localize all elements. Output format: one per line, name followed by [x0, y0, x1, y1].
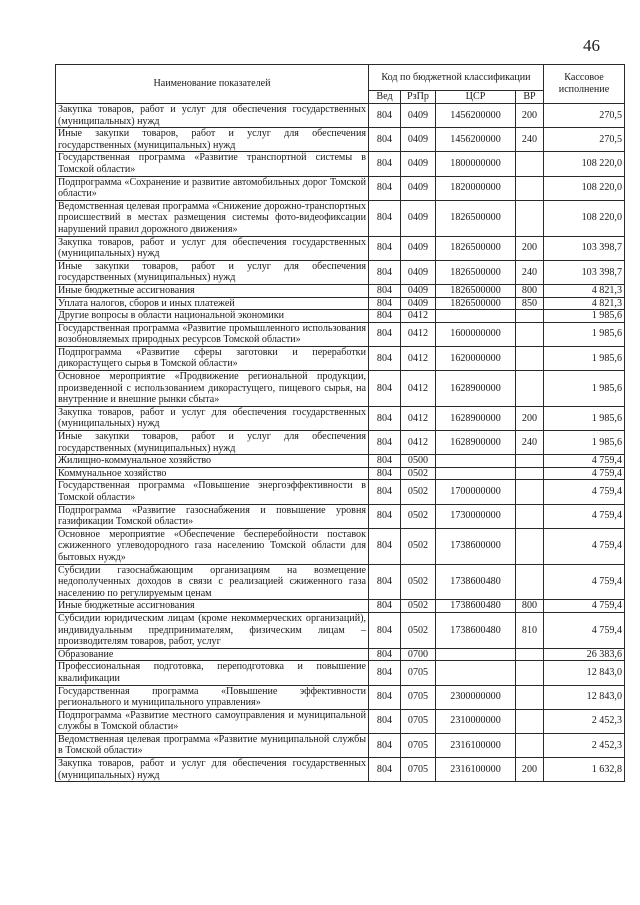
- table-row: [56, 284, 625, 297]
- row-csr: 2316100000: [436, 733, 516, 757]
- row-rzpr: 0409: [401, 236, 436, 260]
- row-rzpr: 0502: [401, 600, 436, 613]
- table-row: [56, 322, 625, 346]
- row-amount: 1 632,8: [544, 758, 625, 782]
- row-name: Закупка товаров, работ и услуг для обеспечения государственных (муниципальных) нужд: [56, 758, 369, 782]
- row-ved: 804: [369, 758, 401, 782]
- row-csr: 1800000000: [436, 152, 516, 176]
- row-amount: 1 985,6: [544, 371, 625, 407]
- table-row: [56, 564, 625, 600]
- row-csr: [436, 310, 516, 323]
- budget-execution-table: [55, 64, 625, 782]
- row-rzpr: 0412: [401, 346, 436, 370]
- row-amount: 2 452,3: [544, 709, 625, 733]
- table-row: [56, 236, 625, 260]
- table-row: [56, 758, 625, 782]
- row-amount: 4 821,3: [544, 284, 625, 297]
- row-vr: 800: [516, 284, 544, 297]
- table-row: [56, 104, 625, 128]
- row-rzpr: 0412: [401, 431, 436, 455]
- table-row: [56, 528, 625, 564]
- row-vr: [516, 661, 544, 685]
- row-rzpr: 0502: [401, 480, 436, 504]
- header-csr: ЦСР: [436, 91, 516, 104]
- row-ved: 804: [369, 612, 401, 648]
- row-csr: 1738600480: [436, 600, 516, 613]
- row-vr: [516, 504, 544, 528]
- row-ved: 804: [369, 600, 401, 613]
- row-vr: [516, 528, 544, 564]
- row-csr: 1628900000: [436, 431, 516, 455]
- row-rzpr: 0409: [401, 284, 436, 297]
- row-csr: 1628900000: [436, 406, 516, 430]
- table-row: [56, 709, 625, 733]
- row-vr: [516, 648, 544, 661]
- row-vr: [516, 467, 544, 480]
- row-amount: 12 843,0: [544, 661, 625, 685]
- row-ved: 804: [369, 152, 401, 176]
- row-name: Государственная программа «Развитие транспортной системы в Томской области»: [56, 152, 369, 176]
- row-ved: 804: [369, 467, 401, 480]
- row-amount: 4 759,4: [544, 504, 625, 528]
- row-ved: 804: [369, 648, 401, 661]
- row-rzpr: 0502: [401, 504, 436, 528]
- row-amount: 4 759,4: [544, 455, 625, 468]
- row-vr: 200: [516, 104, 544, 128]
- row-amount: 26 383,6: [544, 648, 625, 661]
- row-csr: 1826500000: [436, 260, 516, 284]
- row-name: Иные бюджетные ассигнования: [56, 600, 369, 613]
- table-row: [56, 733, 625, 757]
- row-ved: 804: [369, 661, 401, 685]
- row-ved: 804: [369, 504, 401, 528]
- table-row: [56, 600, 625, 613]
- row-rzpr: 0409: [401, 260, 436, 284]
- row-amount: 1 985,6: [544, 406, 625, 430]
- row-amount: 4 759,4: [544, 528, 625, 564]
- row-amount: 103 398,7: [544, 236, 625, 260]
- table-row: [56, 431, 625, 455]
- row-vr: [516, 176, 544, 200]
- row-ved: 804: [369, 236, 401, 260]
- table-row: [56, 371, 625, 407]
- row-rzpr: 0502: [401, 564, 436, 600]
- row-rzpr: 0700: [401, 648, 436, 661]
- row-name: Образование: [56, 648, 369, 661]
- row-csr: 1738600000: [436, 528, 516, 564]
- row-rzpr: 0409: [401, 104, 436, 128]
- row-ved: 804: [369, 709, 401, 733]
- header-budget-code-group: Код по бюджетной классификации: [369, 65, 544, 91]
- header-vr: ВР: [516, 91, 544, 104]
- row-ved: 804: [369, 564, 401, 600]
- row-ved: 804: [369, 128, 401, 152]
- table-header-row: [56, 65, 625, 91]
- row-amount: 108 220,0: [544, 152, 625, 176]
- row-vr: [516, 480, 544, 504]
- row-csr: [436, 661, 516, 685]
- row-rzpr: 0502: [401, 528, 436, 564]
- row-vr: [516, 322, 544, 346]
- row-vr: [516, 709, 544, 733]
- row-name: Государственная программа «Повышение эффективности регионального и муниципального управления»: [56, 685, 369, 709]
- row-csr: [436, 455, 516, 468]
- row-csr: 2310000000: [436, 709, 516, 733]
- row-vr: 200: [516, 406, 544, 430]
- row-ved: 804: [369, 200, 401, 236]
- row-csr: 1738600480: [436, 564, 516, 600]
- row-name: Государственная программа «Повышение энергоэффективности в Томской области»: [56, 480, 369, 504]
- row-amount: 4 759,4: [544, 612, 625, 648]
- row-amount: 4 759,4: [544, 600, 625, 613]
- row-name: Уплата налогов, сборов и иных платежей: [56, 297, 369, 310]
- row-csr: 1738600480: [436, 612, 516, 648]
- row-ved: 804: [369, 346, 401, 370]
- row-csr: 1600000000: [436, 322, 516, 346]
- row-amount: 270,5: [544, 104, 625, 128]
- row-csr: [436, 648, 516, 661]
- row-amount: 2 452,3: [544, 733, 625, 757]
- table-row: [56, 297, 625, 310]
- row-amount: 1 985,6: [544, 346, 625, 370]
- row-vr: [516, 371, 544, 407]
- row-ved: 804: [369, 104, 401, 128]
- table-row: [56, 260, 625, 284]
- row-vr: 240: [516, 128, 544, 152]
- row-ved: 804: [369, 260, 401, 284]
- table-row: [56, 455, 625, 468]
- row-rzpr: 0409: [401, 152, 436, 176]
- row-name: Иные закупки товаров, работ и услуг для обеспечения государственных (муниципальных) нужд: [56, 260, 369, 284]
- row-name: Закупка товаров, работ и услуг для обеспечения государственных (муниципальных) нужд: [56, 406, 369, 430]
- row-csr: 2316100000: [436, 758, 516, 782]
- table-row: [56, 152, 625, 176]
- row-csr: 1826500000: [436, 297, 516, 310]
- row-name: Профессиональная подготовка, переподготовка и повышение квалификации: [56, 661, 369, 685]
- table-row: [56, 310, 625, 323]
- row-vr: [516, 310, 544, 323]
- row-csr: 1700000000: [436, 480, 516, 504]
- row-name: Другие вопросы в области национальной экономики: [56, 310, 369, 323]
- row-name: Основное мероприятие «Обеспечение бесперебойности поставок сжиженного углеводородного газа населению Томской области для бытовых нужд»: [56, 528, 369, 564]
- row-amount: 1 985,6: [544, 322, 625, 346]
- row-rzpr: 0705: [401, 758, 436, 782]
- row-vr: 200: [516, 236, 544, 260]
- row-rzpr: 0705: [401, 709, 436, 733]
- row-rzpr: 0502: [401, 612, 436, 648]
- table-row: [56, 200, 625, 236]
- row-vr: [516, 455, 544, 468]
- row-name: Подпрограмма «Развитие газоснабжения и повышение уровня газификации Томской области»: [56, 504, 369, 528]
- table-row: [56, 612, 625, 648]
- row-csr: 1620000000: [436, 346, 516, 370]
- header-ved: Вед: [369, 91, 401, 104]
- row-amount: 4 759,4: [544, 480, 625, 504]
- row-name: Иные бюджетные ассигнования: [56, 284, 369, 297]
- row-rzpr: 0500: [401, 455, 436, 468]
- table-row: [56, 176, 625, 200]
- row-amount: 1 985,6: [544, 431, 625, 455]
- row-rzpr: 0412: [401, 406, 436, 430]
- row-ved: 804: [369, 528, 401, 564]
- table-row: [56, 480, 625, 504]
- row-rzpr: 0409: [401, 176, 436, 200]
- row-rzpr: 0409: [401, 128, 436, 152]
- row-name: Закупка товаров, работ и услуг для обеспечения государственных (муниципальных) нужд: [56, 104, 369, 128]
- row-amount: 4 821,3: [544, 297, 625, 310]
- row-vr: 850: [516, 297, 544, 310]
- row-amount: 4 759,4: [544, 467, 625, 480]
- row-rzpr: 0705: [401, 685, 436, 709]
- row-name: Ведомственная целевая программа «Снижение дорожно-транспортных происшествий в местах размещения системы фото-видеофиксации нарушений правил дорожного движения»: [56, 200, 369, 236]
- row-ved: 804: [369, 431, 401, 455]
- row-rzpr: 0409: [401, 297, 436, 310]
- row-amount: 270,5: [544, 128, 625, 152]
- row-csr: 1456200000: [436, 128, 516, 152]
- table-row: [56, 685, 625, 709]
- row-name: Государственная программа «Развитие промышленного использования возобновляемых природных ресурсов Томской области»: [56, 322, 369, 346]
- row-csr: 1730000000: [436, 504, 516, 528]
- row-vr: [516, 733, 544, 757]
- table-row: [56, 467, 625, 480]
- page-number: 46: [583, 36, 600, 55]
- row-rzpr: 0412: [401, 310, 436, 323]
- row-name: Подпрограмма «Развитие местного самоуправления и муниципальной службы в Томской области»: [56, 709, 369, 733]
- row-name: Жилищно-коммунальное хозяйство: [56, 455, 369, 468]
- row-ved: 804: [369, 480, 401, 504]
- row-vr: [516, 685, 544, 709]
- table-row: [56, 504, 625, 528]
- row-ved: 804: [369, 371, 401, 407]
- table-row: [56, 648, 625, 661]
- row-amount: 1 985,6: [544, 310, 625, 323]
- row-rzpr: 0705: [401, 733, 436, 757]
- row-amount: 103 398,7: [544, 260, 625, 284]
- row-vr: 800: [516, 600, 544, 613]
- row-name: Иные закупки товаров, работ и услуг для обеспечения государственных (муниципальных) нужд: [56, 431, 369, 455]
- row-vr: [516, 346, 544, 370]
- table-row: [56, 661, 625, 685]
- row-amount: 108 220,0: [544, 200, 625, 236]
- header-cash-execution: Кассовое исполнение: [544, 65, 625, 104]
- row-vr: [516, 564, 544, 600]
- row-name: Ведомственная целевая программа «Развитие муниципальной службы в Томской области»: [56, 733, 369, 757]
- row-amount: 108 220,0: [544, 176, 625, 200]
- row-ved: 804: [369, 297, 401, 310]
- row-ved: 804: [369, 284, 401, 297]
- row-vr: 240: [516, 431, 544, 455]
- row-name: Закупка товаров, работ и услуг для обеспечения государственных (муниципальных) нужд: [56, 236, 369, 260]
- row-rzpr: 0502: [401, 467, 436, 480]
- row-ved: 804: [369, 733, 401, 757]
- row-csr: 1826500000: [436, 200, 516, 236]
- row-vr: 200: [516, 758, 544, 782]
- table-row: [56, 406, 625, 430]
- row-name: Субсидии юридическим лицам (кроме некоммерческих организаций), индивидуальным предпринимателям, физическим лицам – производителям товаров, работ, услуг: [56, 612, 369, 648]
- row-amount: 12 843,0: [544, 685, 625, 709]
- row-name: Подпрограмма «Сохранение и развитие автомобильных дорог Томской области»: [56, 176, 369, 200]
- row-name: Подпрограмма «Развитие сферы заготовки и переработки дикорастущего сырья в Томской области»: [56, 346, 369, 370]
- table-row: [56, 346, 625, 370]
- row-ved: 804: [369, 176, 401, 200]
- row-rzpr: 0705: [401, 661, 436, 685]
- row-rzpr: 0409: [401, 200, 436, 236]
- row-ved: 804: [369, 310, 401, 323]
- row-csr: 1826500000: [436, 236, 516, 260]
- row-vr: 810: [516, 612, 544, 648]
- row-name: Иные закупки товаров, работ и услуг для обеспечения государственных (муниципальных) нужд: [56, 128, 369, 152]
- header-rzpr: РзПр: [401, 91, 436, 104]
- row-vr: [516, 200, 544, 236]
- row-rzpr: 0412: [401, 322, 436, 346]
- row-ved: 804: [369, 406, 401, 430]
- row-vr: 240: [516, 260, 544, 284]
- row-csr: [436, 467, 516, 480]
- row-csr: 1826500000: [436, 284, 516, 297]
- row-amount: 4 759,4: [544, 564, 625, 600]
- row-name: Коммунальное хозяйство: [56, 467, 369, 480]
- row-name: Основное мероприятие «Продвижение региональной продукции, произведенной с использованием дикорастущего, пищевого сырья, на внутренние и внешние рынки сбыта»: [56, 371, 369, 407]
- row-rzpr: 0412: [401, 371, 436, 407]
- row-csr: 1820000000: [436, 176, 516, 200]
- row-ved: 804: [369, 322, 401, 346]
- row-ved: 804: [369, 685, 401, 709]
- row-csr: 2300000000: [436, 685, 516, 709]
- row-csr: 1456200000: [436, 104, 516, 128]
- row-csr: 1628900000: [436, 371, 516, 407]
- row-vr: [516, 152, 544, 176]
- row-ved: 804: [369, 455, 401, 468]
- table-row: [56, 128, 625, 152]
- row-name: Субсидии газоснабжающим организациям на возмещение недополученных доходов в связи с реализацией сжиженного газа населению по регулируемым ценам: [56, 564, 369, 600]
- header-indicator-name: Наименование показателей: [56, 65, 369, 104]
